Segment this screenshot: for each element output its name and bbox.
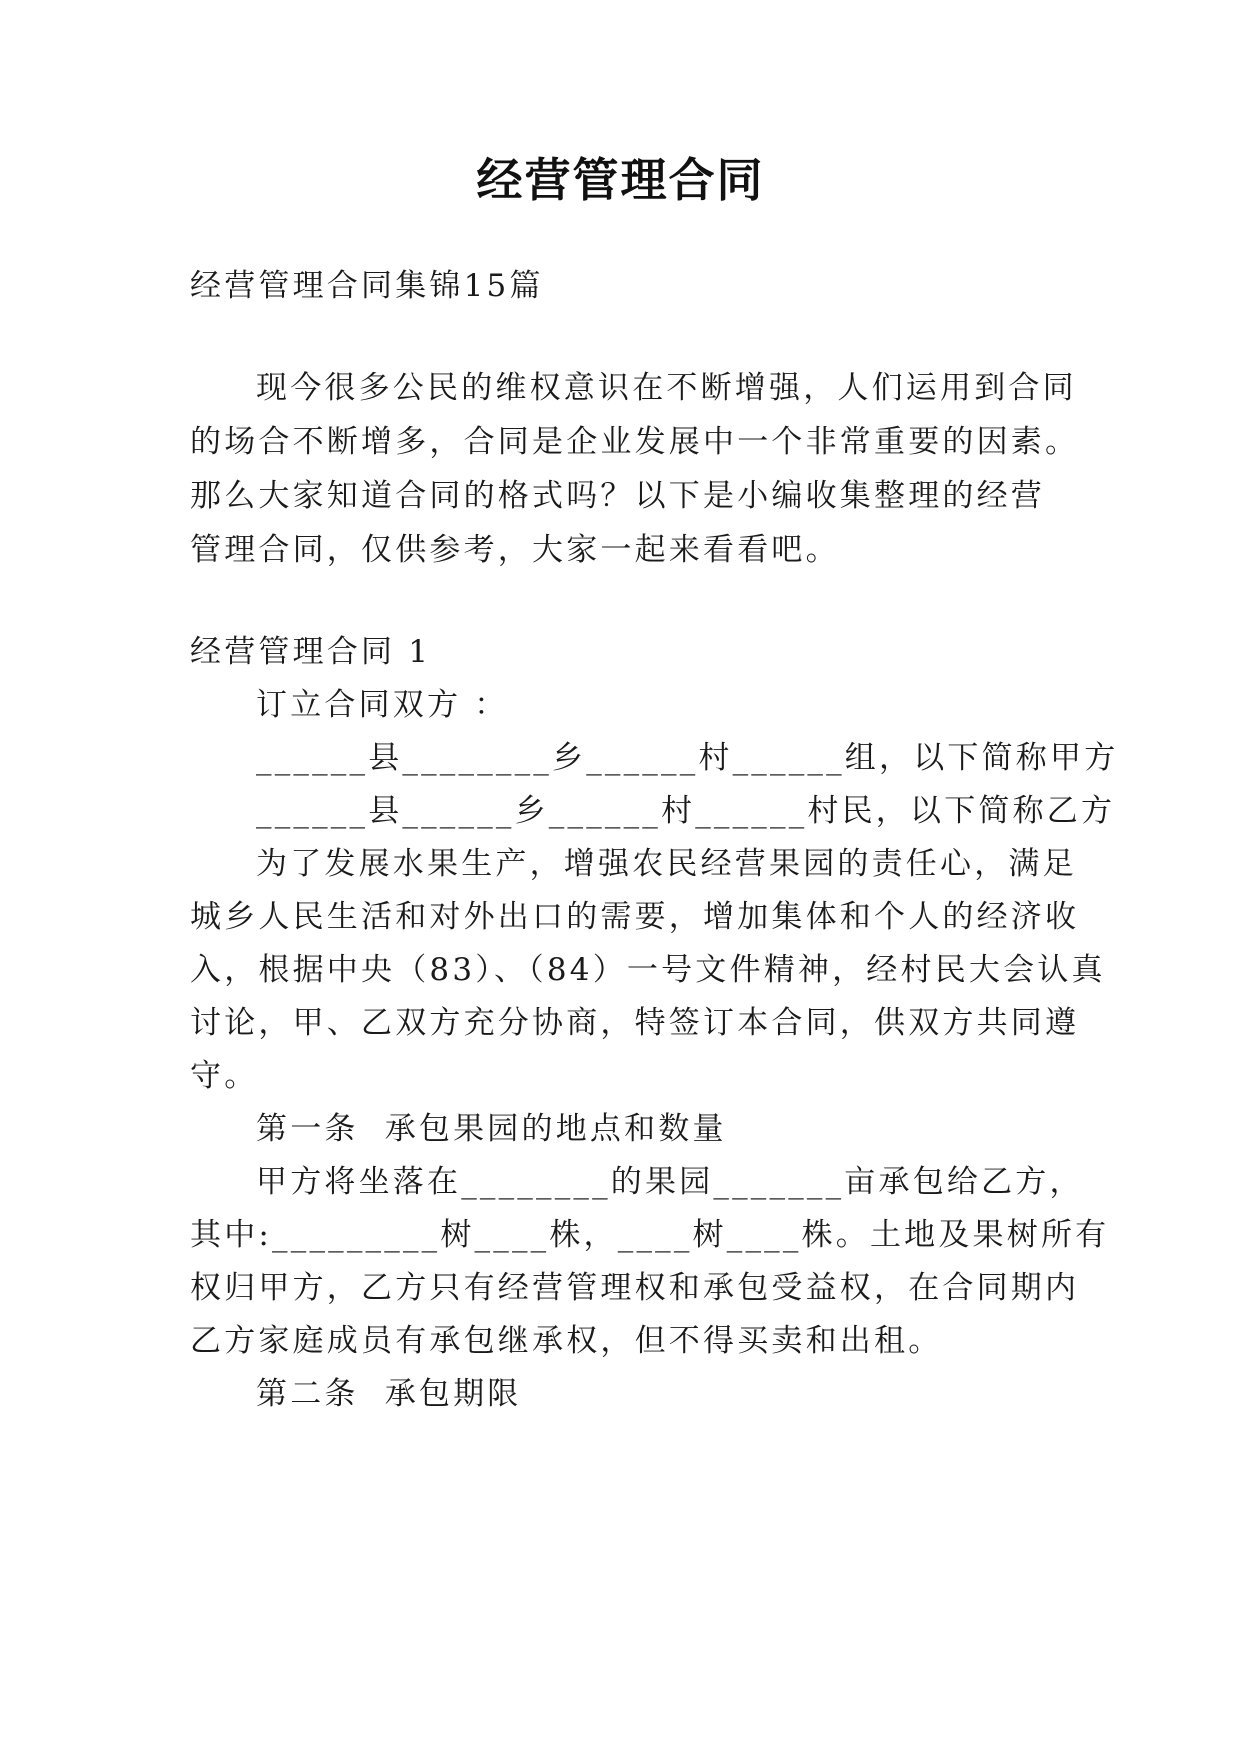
purpose-line: 讨论，甲、乙双方充分协商，特签订本合同，供双方共同遵 (190, 1005, 1080, 1041)
intro-line: 的场合不断增多，合同是企业发展中一个非常重要的因素。 (190, 424, 1080, 460)
party-b-line: ______县______乡______村______村民，以下简称乙方 (256, 793, 1116, 829)
article-2-heading: 第二条 承包期限 (256, 1376, 522, 1412)
article-1-line: 其中:_________树____株，____树____株。土地及果树所有 (190, 1217, 1110, 1253)
parties-label: 订立合同双方 ： (256, 687, 509, 723)
intro-line: 现今很多公民的维权意识在不断增强，人们运用到合同 (256, 370, 1077, 406)
article-1-line: 权归甲方，乙方只有经营管理权和承包受益权，在合同期内 (190, 1270, 1080, 1306)
intro-line: 管理合同，仅供参考，大家一起来看看吧。 (190, 532, 840, 568)
document-subtitle: 经营管理合同集锦15篇 (190, 268, 544, 304)
section-heading: 经营管理合同 1 (190, 634, 432, 670)
article-1-line: 乙方家庭成员有承包继承权，但不得买卖和出租。 (190, 1323, 943, 1359)
article-1-heading: 第一条 承包果园的地点和数量 (256, 1111, 727, 1147)
purpose-line: 城乡人民生活和对外出口的需要，增加集体和个人的经济收 (190, 899, 1080, 935)
purpose-line: 为了发展水果生产，增强农民经营果园的责任心，满足 (256, 846, 1077, 882)
party-a-line: ______县________乡______村______组，以下简称甲方 (256, 740, 1119, 776)
intro-line: 那么大家知道合同的格式吗？以下是小编收集整理的经营 (190, 478, 1045, 514)
article-1-line: 甲方将坐落在________的果园_______亩承包给乙方， (256, 1164, 1084, 1200)
purpose-line: 入，根据中央（83）、（84）一号文件精神，经村民大会认真 (190, 952, 1106, 988)
document-title: 经营管理合同 (476, 153, 765, 207)
purpose-line: 守。 (190, 1058, 259, 1094)
